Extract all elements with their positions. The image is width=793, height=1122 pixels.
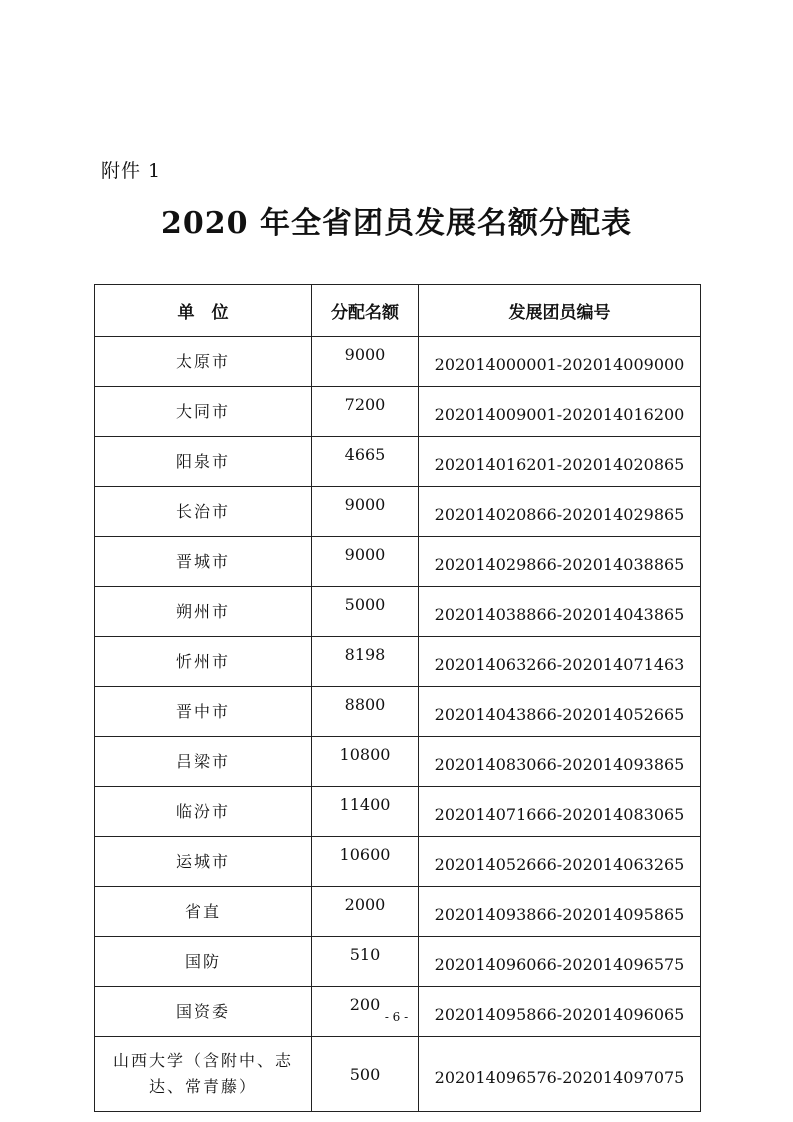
unit-cell: 国防: [95, 937, 312, 987]
unit-cell: 运城市: [95, 837, 312, 887]
table-row: [95, 737, 701, 787]
unit-cell: 临汾市: [95, 787, 312, 837]
unit-cell: 长治市: [95, 487, 312, 537]
range-cell: 202014052666-202014063265: [419, 837, 701, 887]
quota-cell: 11400: [312, 787, 419, 837]
quota-cell: 200: [312, 987, 419, 1037]
quota-cell: 5000: [312, 587, 419, 637]
unit-cell: 阳泉市: [95, 437, 312, 487]
range-cell: 202014009001-202014016200: [419, 387, 701, 437]
table-row: [95, 487, 701, 537]
range-cell: 202014000001-202014009000: [419, 337, 701, 387]
quota-cell: 8800: [312, 687, 419, 737]
table-row: [95, 787, 701, 837]
header-unit: 单 位: [95, 285, 312, 337]
header-member-number-range: 发展团员编号: [419, 285, 701, 337]
range-cell: 202014043866-202014052665: [419, 687, 701, 737]
quota-cell: 9000: [312, 487, 419, 537]
range-cell: 202014038866-202014043865: [419, 587, 701, 637]
quota-cell: 510: [312, 937, 419, 987]
quota-cell: 10800: [312, 737, 419, 787]
unit-cell: 朔州市: [95, 587, 312, 637]
quota-cell: 9000: [312, 337, 419, 387]
unit-cell: 国资委: [95, 987, 312, 1037]
range-cell: 202014083066-202014093865: [419, 737, 701, 787]
quota-cell: 8198: [312, 637, 419, 687]
document-title: 2020 年全省团员发展名额分配表: [161, 206, 632, 241]
unit-cell: 省直: [95, 887, 312, 937]
quota-cell: 10600: [312, 837, 419, 887]
table-row: [95, 1037, 701, 1112]
table-row: [95, 637, 701, 687]
unit-cell: 太原市: [95, 337, 312, 387]
unit-cell: 晋中市: [95, 687, 312, 737]
header-quota: 分配名额: [312, 285, 419, 337]
table-row: [95, 687, 701, 737]
table-row: [95, 537, 701, 587]
quota-cell: 7200: [312, 387, 419, 437]
unit-cell: 山西大学（含附中、志达、常青藤）: [95, 1037, 312, 1112]
quota-cell: 2000: [312, 887, 419, 937]
range-cell: 202014029866-202014038865: [419, 537, 701, 587]
table-row: [95, 387, 701, 437]
quota-cell: 500: [312, 1037, 419, 1112]
quota-allocation-table: [94, 284, 701, 1112]
table-row: [95, 337, 701, 387]
table-row: [95, 887, 701, 937]
range-cell: 202014071666-202014083065: [419, 787, 701, 837]
unit-cell: 大同市: [95, 387, 312, 437]
range-cell: 202014020866-202014029865: [419, 487, 701, 537]
page-number: - 6 -: [384, 1010, 409, 1024]
unit-cell: 晋城市: [95, 537, 312, 587]
range-cell: 202014096576-202014097075: [419, 1037, 701, 1112]
table-row: [95, 937, 701, 987]
range-cell: 202014093866-202014095865: [419, 887, 701, 937]
quota-cell: 4665: [312, 437, 419, 487]
table-header-row: [95, 285, 701, 337]
unit-cell: 忻州市: [95, 637, 312, 687]
table-row: [95, 587, 701, 637]
range-cell: 202014063266-202014071463: [419, 637, 701, 687]
range-cell: 202014096066-202014096575: [419, 937, 701, 987]
unit-cell: 吕梁市: [95, 737, 312, 787]
quota-cell: 9000: [312, 537, 419, 587]
table-row: [95, 837, 701, 887]
range-cell: 202014016201-202014020865: [419, 437, 701, 487]
attachment-label: 附件 1: [101, 160, 162, 182]
range-cell: 202014095866-202014096065: [419, 987, 701, 1037]
table-row: [95, 437, 701, 487]
